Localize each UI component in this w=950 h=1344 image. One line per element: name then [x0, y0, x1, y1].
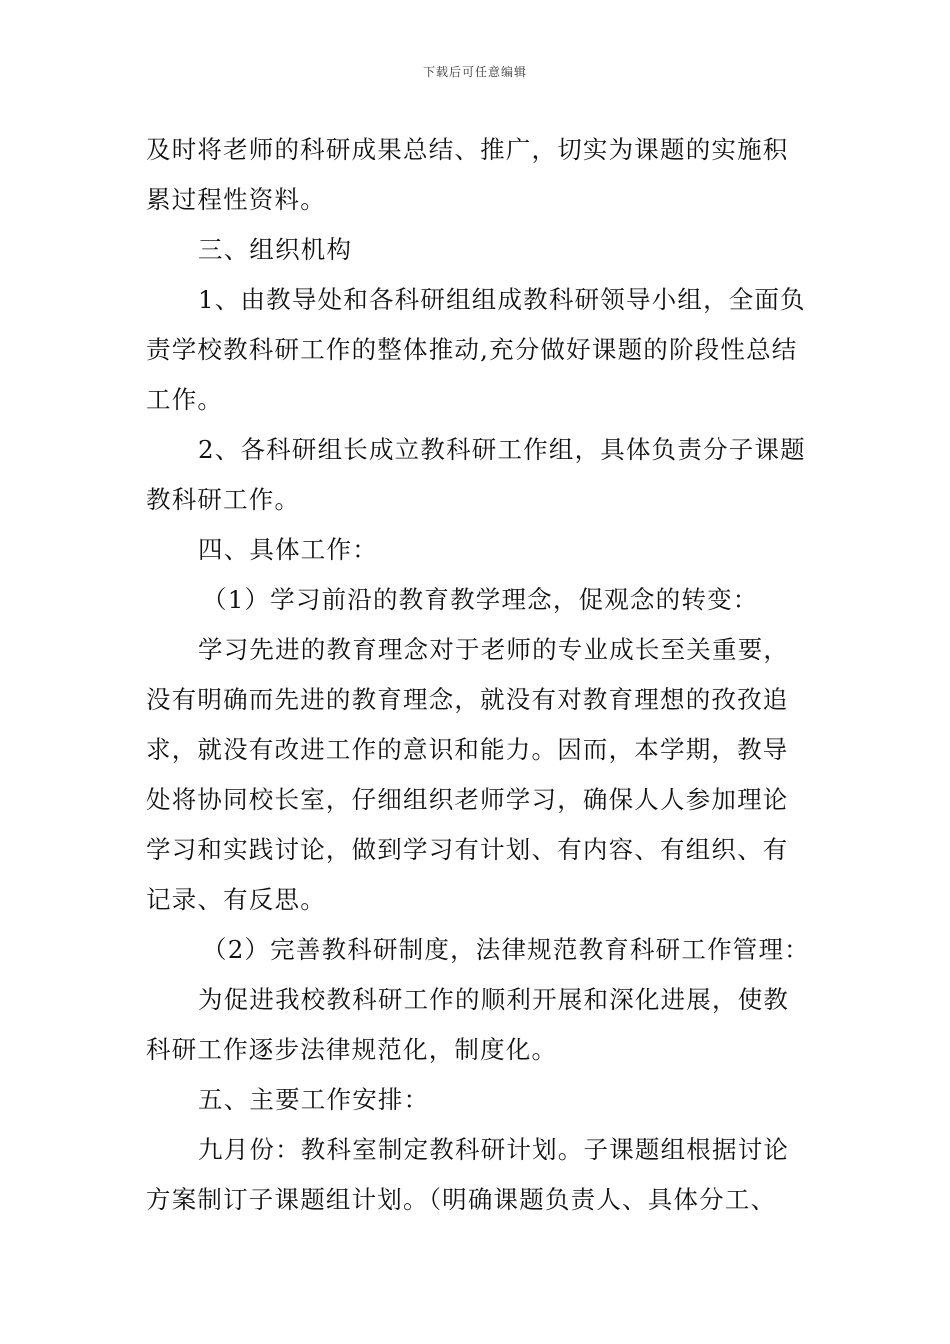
text-line: 2、各科研组长成立教科研工作组，具体负责分子课题	[198, 435, 806, 464]
subsection-heading: （1）学习前沿的教育教学理念，促观念的转变：	[202, 585, 759, 614]
section-heading: 五、主要工作安排：	[198, 1085, 430, 1114]
text-line: 九月份：教科室制定教科研计划。子课题组根据讨论	[198, 1135, 790, 1164]
text-line: 记录、有反思。	[146, 885, 326, 914]
text-line: 及时将老师的科研成果总结、推广，切实为课题的实施积	[146, 135, 789, 164]
text-line: 求，就没有改进工作的意识和能力。因而，本学期，教导	[146, 735, 789, 764]
text-line: 科研工作逐步法律规范化，制度化。	[146, 1035, 558, 1064]
text-line: 处将协同校长室，仔细组织老师学习，确保人人参加理论	[146, 785, 789, 814]
text-line: 教科研工作。	[146, 485, 301, 514]
text-line: 学习先进的教育理念对于老师的专业成长至关重要，	[198, 635, 790, 664]
text-line: 工作。	[146, 385, 224, 414]
text-line: 为促进我校教科研工作的顺利开展和深化进展，使教	[198, 985, 790, 1014]
page-header: 下载后可任意编辑	[422, 65, 527, 79]
text-line: 没有明确而先进的教育理念，就没有对教育理想的孜孜追	[146, 685, 789, 714]
subsection-heading: （2）完善教科研制度，法律规范教育科研工作管理：	[202, 935, 810, 964]
text-line: 1、由教导处和各科研组组成教科研领导小组，全面负	[198, 285, 806, 314]
text-line: 方案制订子课题组计划。（明确课题负责人、具体分工、	[146, 1185, 777, 1214]
text-line: 累过程性资料。	[146, 185, 326, 214]
text-line: 学习和实践讨论，做到学习有计划、有内容、有组织、有	[146, 835, 789, 864]
section-heading: 四、具体工作：	[198, 535, 378, 564]
text-line: 责学校教科研工作的整体推动,充分做好课题的阶段性总结	[146, 335, 798, 364]
section-heading: 三、组织机构	[198, 235, 353, 264]
document-body	[146, 125, 810, 1225]
